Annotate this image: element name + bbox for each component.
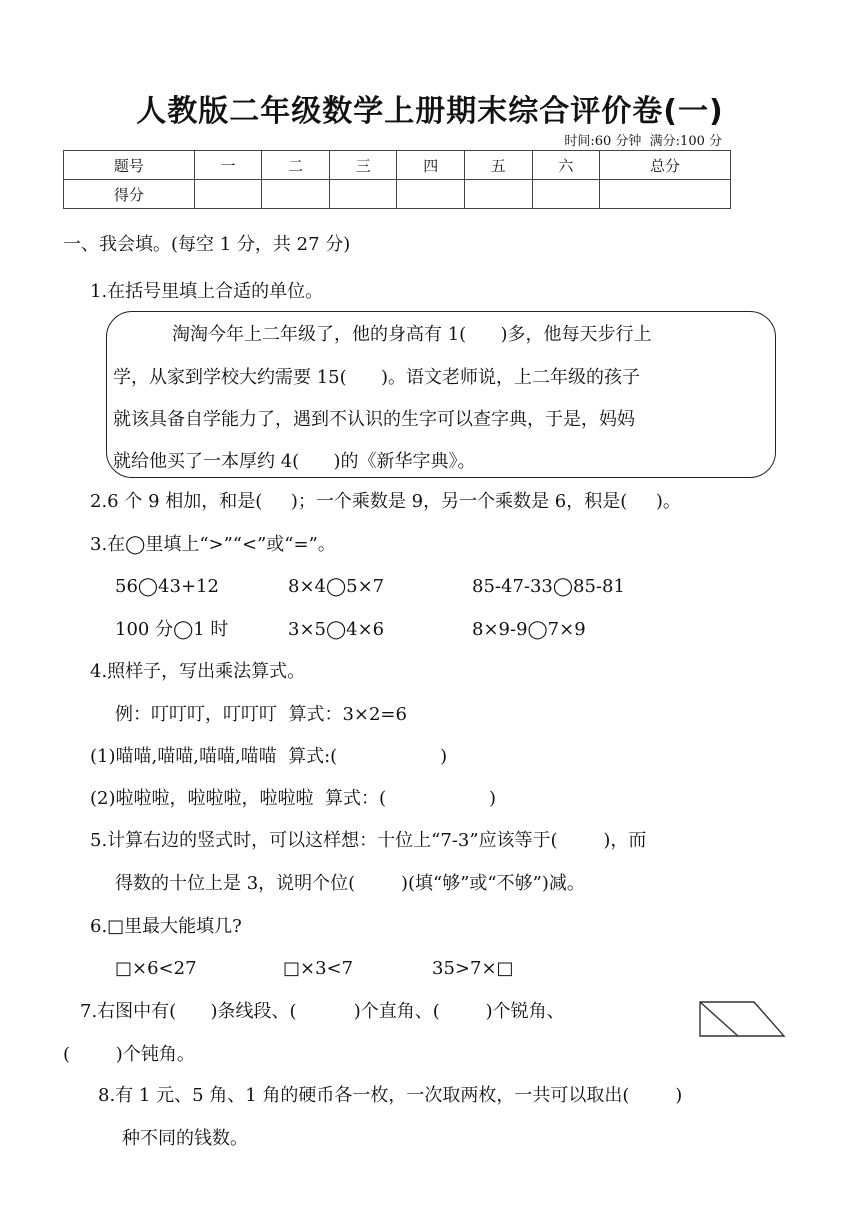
inequality-item: □×6<27 xyxy=(115,958,197,979)
question-4-part-2: (2)啦啦啦，啦啦啦，啦啦啦 算式：( ) xyxy=(90,788,496,809)
story-line: 就该具备自学能力了，遇到不认识的生字可以查字典，于是，妈妈 xyxy=(113,409,635,430)
score-cell[interactable] xyxy=(600,180,731,209)
comparison-item: 8×4◯5×7 xyxy=(288,576,385,597)
score-header-cell: 五 xyxy=(465,151,533,180)
comparison-item: 56◯43+12 xyxy=(115,576,219,597)
score-header-cell: 一 xyxy=(194,151,262,180)
score-header-cell: 二 xyxy=(262,151,330,180)
comparison-item: 8×9-9◯7×9 xyxy=(472,619,586,640)
question-5-line-2: 得数的十位上是 3，说明个位( )(填“够”或“不够”)减。 xyxy=(115,873,585,894)
question-4-example: 例：叮叮叮，叮叮叮 算式：3×2=6 xyxy=(115,704,407,725)
comparison-item: 3×5◯4×6 xyxy=(288,619,385,640)
question-2: 2.6 个 9 相加，和是( )；一个乘数是 9，另一个乘数是 6，积是( )。 xyxy=(90,491,681,512)
question-7-line-1: 7.右图中有( )条线段、( )个直角、( )个锐角、 xyxy=(80,1001,565,1022)
score-header-cell: 三 xyxy=(329,151,397,180)
section-heading: 一、我会填。(每空 1 分，共 27 分) xyxy=(63,234,351,255)
trapezoid-figure xyxy=(694,1000,788,1040)
question-5-line-1: 5.计算右边的竖式时，可以这样想：十位上“7-3”应该等于( )，而 xyxy=(90,830,647,851)
inequality-item: □×3<7 xyxy=(283,958,354,979)
score-cell[interactable] xyxy=(194,180,262,209)
score-cell[interactable] xyxy=(465,180,533,209)
score-cell[interactable] xyxy=(329,180,397,209)
comparison-item: 100 分◯1 时 xyxy=(115,619,229,640)
score-header-cell: 总分 xyxy=(600,151,731,180)
question-3-label: 3.在◯里填上“>”“<”或“=”。 xyxy=(90,534,336,555)
comparison-item: 85-47-33◯85-81 xyxy=(472,576,625,597)
story-line: 就给他买了一本厚约 4( )的《新华字典》。 xyxy=(113,451,476,472)
score-cell[interactable] xyxy=(262,180,330,209)
score-table-score-row xyxy=(64,180,731,209)
exam-meta: 时间:60 分钟 满分:100 分 xyxy=(564,134,722,149)
score-table xyxy=(63,150,731,209)
score-header-cell: 六 xyxy=(532,151,600,180)
question-4-part-1: (1)喵喵,喵喵,喵喵,喵喵 算式:( ) xyxy=(90,746,448,767)
page-title: 人教版二年级数学上册期末综合评价卷(一) xyxy=(136,94,724,129)
score-header-cell: 题号 xyxy=(64,151,195,180)
score-row-label: 得分 xyxy=(64,180,195,209)
score-cell[interactable] xyxy=(532,180,600,209)
question-1-label: 1.在括号里填上合适的单位。 xyxy=(90,281,324,302)
question-4-label: 4.照样子，写出乘法算式。 xyxy=(90,661,306,682)
inequality-item: 35>7×□ xyxy=(432,958,514,979)
question-6-label: 6.□里最大能填几? xyxy=(90,916,242,937)
question-8-line-2: 种不同的钱数。 xyxy=(122,1128,248,1149)
score-table-header-row xyxy=(64,151,731,180)
score-cell[interactable] xyxy=(397,180,465,209)
score-header-cell: 四 xyxy=(397,151,465,180)
story-line: 淘淘今年上二年级了，他的身高有 1( )多，他每天步行上 xyxy=(172,324,652,345)
question-7-line-2: ( )个钝角。 xyxy=(63,1044,195,1065)
story-line: 学，从家到学校大约需要 15( )。语文老师说，上二年级的孩子 xyxy=(113,367,640,388)
question-8-line-1: 8.有 1 元、5 角、1 角的硬币各一枚，一次取两枚，一共可以取出( ) xyxy=(98,1085,683,1106)
